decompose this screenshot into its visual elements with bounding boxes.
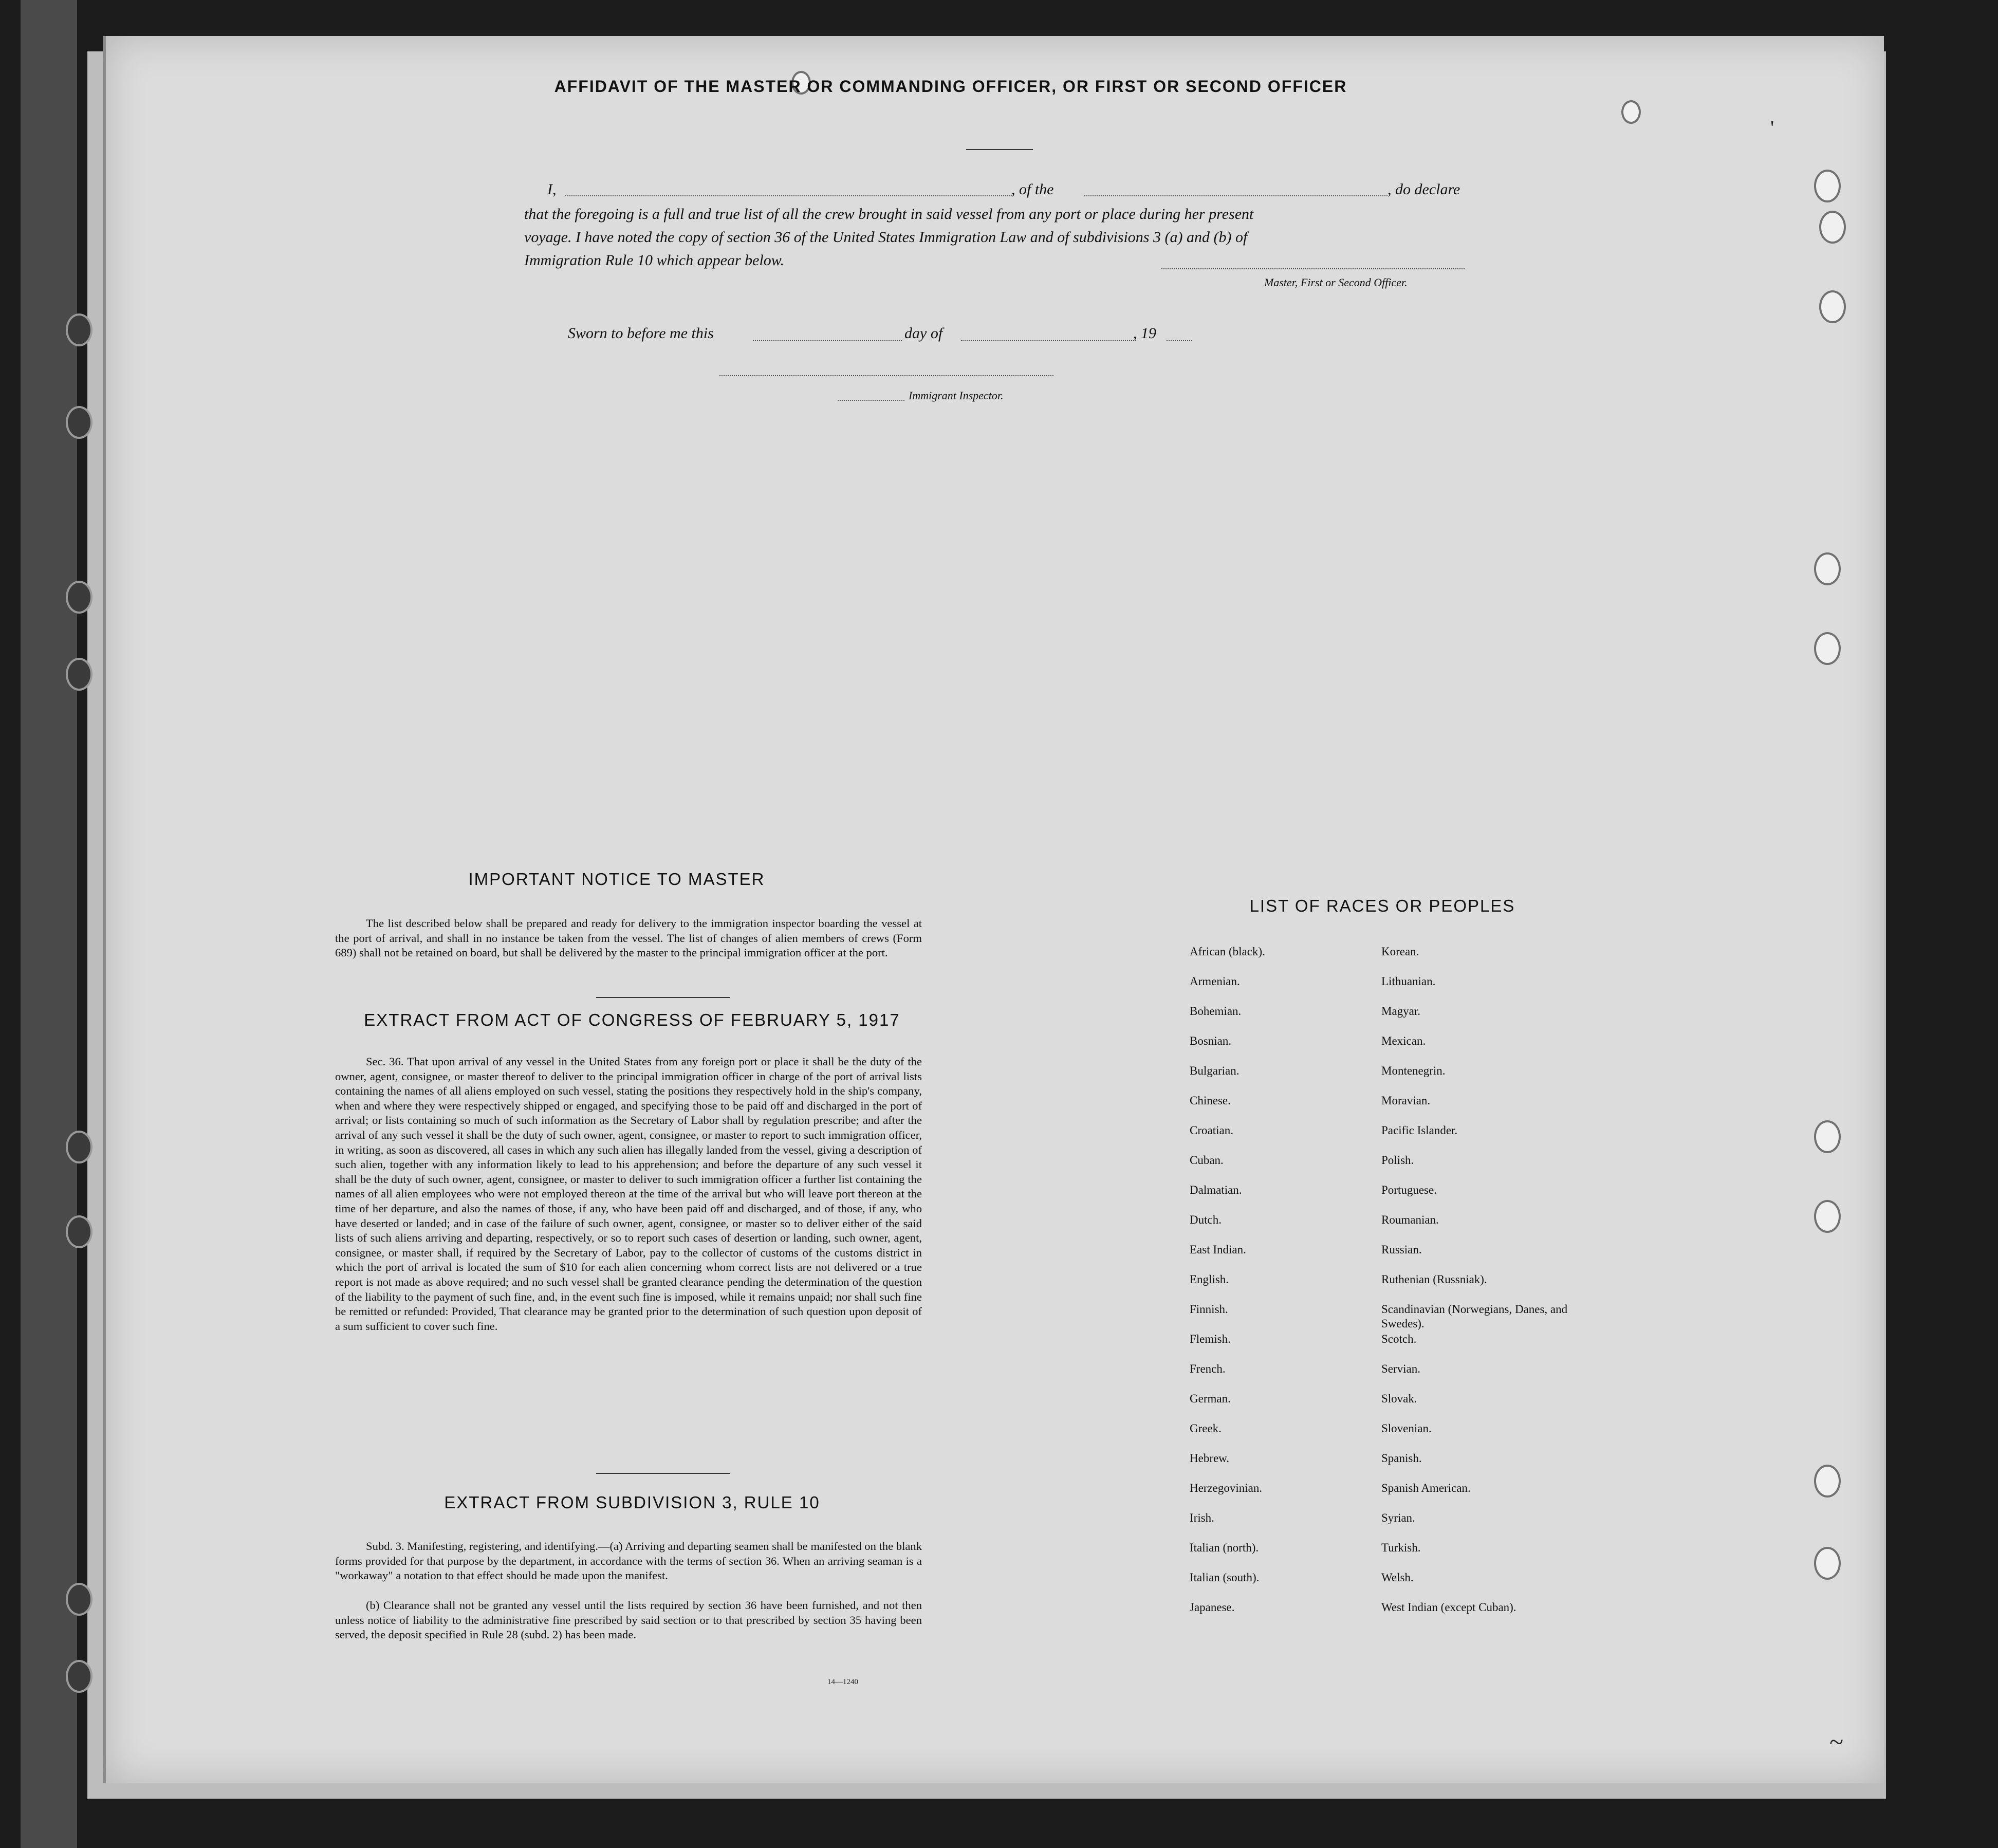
race-item: Roumanian.	[1381, 1213, 1439, 1226]
race-item: Welsh.	[1381, 1571, 1414, 1584]
binder-hole	[66, 1583, 92, 1616]
section-rule	[596, 1473, 730, 1474]
affidavit-declare: , do declare	[1387, 181, 1460, 198]
race-item: Turkish.	[1381, 1541, 1421, 1554]
race-item: Armenian.	[1190, 975, 1240, 988]
race-item: Spanish American.	[1381, 1482, 1471, 1494]
race-item: Bosnian.	[1190, 1034, 1232, 1047]
affidavit-title: AFFIDAVIT OF THE MASTER OR COMMANDING OFFICER, OR FIRST OR SECOND OFFICER	[554, 77, 1347, 96]
race-item: African (black).	[1190, 945, 1265, 958]
race-item: Flemish.	[1190, 1333, 1231, 1345]
race-item: Portuguese.	[1381, 1184, 1437, 1196]
race-item: Bulgarian.	[1190, 1064, 1239, 1077]
binder-edge	[21, 0, 77, 1848]
name-field[interactable]	[565, 195, 1012, 196]
race-item: Finnish.	[1190, 1303, 1228, 1316]
race-item: Polish.	[1381, 1154, 1414, 1167]
race-item: Dalmatian.	[1190, 1184, 1242, 1196]
sworn-month-field[interactable]	[961, 340, 1136, 341]
race-item: Scandinavian (Norwegians, Danes, and Swedes).	[1381, 1303, 1568, 1330]
punch-hole	[1814, 1547, 1841, 1580]
race-item: Croatian.	[1190, 1124, 1233, 1137]
race-item: West Indian (except Cuban).	[1381, 1601, 1516, 1614]
notice-title: IMPORTANT NOTICE TO MASTER	[468, 870, 765, 889]
race-item: Irish.	[1190, 1511, 1214, 1524]
race-item: Pacific Islander.	[1381, 1124, 1458, 1137]
race-item: Chinese.	[1190, 1094, 1231, 1107]
punch-hole	[1814, 1465, 1841, 1498]
race-item: French.	[1190, 1362, 1226, 1375]
race-item: Hebrew.	[1190, 1452, 1230, 1465]
title-rule	[966, 149, 1033, 150]
race-item: Dutch.	[1190, 1213, 1222, 1226]
race-item: Ruthenian (Russniak).	[1381, 1273, 1487, 1286]
vessel-field[interactable]	[1084, 195, 1387, 196]
race-item: Italian (south).	[1190, 1571, 1260, 1584]
race-item: Japanese.	[1190, 1601, 1235, 1614]
race-item: Cuban.	[1190, 1154, 1224, 1167]
race-item: Bohemian.	[1190, 1005, 1242, 1018]
race-item: Moravian.	[1381, 1094, 1431, 1107]
race-item: Scotch.	[1381, 1333, 1417, 1345]
act-title: EXTRACT FROM ACT OF CONGRESS OF FEBRUARY 5, 1917	[364, 1010, 900, 1029]
race-item: Mexican.	[1381, 1034, 1426, 1047]
punch-hole	[1621, 100, 1641, 124]
race-item: Italian (north).	[1190, 1541, 1259, 1554]
races-column-1	[1190, 945, 1405, 1630]
affidavit-line4: Immigration Rule 10 which appear below.	[524, 252, 785, 269]
punch-hole	[1819, 290, 1846, 323]
rule-title: EXTRACT FROM SUBDIVISION 3, RULE 10	[444, 1493, 820, 1512]
race-item: Spanish.	[1381, 1452, 1422, 1465]
race-item: English.	[1190, 1273, 1229, 1286]
race-item: East Indian.	[1190, 1243, 1246, 1256]
act-body: Sec. 36. That upon arrival of any vessel in the United States from any foreign port or place it shall be the duty of the owner, agent, consignee, or master thereof to deliver to the principal immigration officer in charge of the port of arrival lists containing the names of all aliens employed on such vessel, stating the positions they respectively hold in the ship's company, when and where they were respectively shipped or engaged, and specifying those to be paid off and discharged in the port of arrival; or lists containing so much of such information as the Secretary of Labor shall by regulation prescribe; and after the arrival of any such vessel it shall be the duty of such owner, agent, consignee, or master to report to such immigration officer, in writing, as soon as discovered, all cases in which any such alien has illegally landed from the vessel, giving a description of such alien, together with any information likely to lead to his apprehension; and before the departure of any such vessel it shall be the duty of such owner, agent, consignee, or master to deliver to such immigration officer a further list containing the names of all alien employees who were not employed thereon at the time of the arrival but who will leave port thereon at the time of her departure, and also the names of those, if any, who have been paid off and discharged, and of those, if any, who have deserted or landed; and in case of the failure of such owner, agent, consignee, or master so to deliver either of the said lists of such aliens arriving and departing, respectively, or so to report such cases of desertion or landing, such owner, agent, consignee, or master shall, if required by the Secretary of Labor, pay to the collector of customs of the customs district in which the port of arrival is located the sum of $10 for each alien concerning whom correct lists are not delivered or a true report is not made as above required; and no such vessel shall be granted clearance pending the determination of the question of the liability to the payment of such fine, and, in the event such fine is imposed, while it remains unpaid; nor shall such fine be remitted or refunded: Provided, That clearance may be granted prior to the determination of such question upon deposit of a sum sufficient to cover such fine.	[335, 1055, 922, 1333]
race-item: Magyar.	[1381, 1005, 1421, 1018]
race-item: Greek.	[1190, 1422, 1222, 1435]
binder-hole	[66, 581, 92, 614]
binder-hole	[66, 1660, 92, 1693]
inspector-leader	[838, 400, 904, 401]
binder-hole	[66, 1215, 92, 1248]
punch-hole	[1814, 1120, 1841, 1153]
section-rule	[596, 997, 730, 998]
punch-hole	[1814, 632, 1841, 665]
pen-mark: '	[1770, 116, 1774, 139]
race-item: Lithuanian.	[1381, 975, 1436, 988]
race-item: Syrian.	[1381, 1511, 1415, 1524]
race-item: Montenegrin.	[1381, 1064, 1446, 1077]
document-page	[103, 36, 1884, 1783]
race-item: Servian.	[1381, 1362, 1421, 1375]
race-item: German.	[1190, 1392, 1231, 1405]
inspector-signature-field[interactable]	[719, 375, 1053, 376]
sworn-year: , 19	[1133, 325, 1156, 342]
signature-field[interactable]	[1161, 268, 1465, 269]
form-number: 14—1240	[827, 1678, 858, 1686]
race-item: Herzegovinian.	[1190, 1482, 1263, 1494]
punch-hole	[1814, 1200, 1841, 1233]
affidavit-i: I,	[547, 181, 557, 198]
inspector-caption: Immigrant Inspector.	[909, 389, 1004, 402]
pen-mark: ~	[1829, 1727, 1844, 1756]
affidavit-line3: voyage. I have noted the copy of section 36 of the United States Immigration Law and of subdivisions 3 (a) and (b) of	[524, 229, 1248, 246]
punch-hole	[1814, 552, 1841, 585]
race-item: Russian.	[1381, 1243, 1422, 1256]
affidavit-of-the: , of the	[1011, 181, 1054, 198]
binder-hole	[66, 1131, 92, 1163]
punch-hole	[1814, 170, 1841, 202]
rule-para-a: Subd. 3. Manifesting, registering, and identifying.—(a) Arriving and departing seamen shall be manifested on the blank forms provided for that purpose by the department, in accordance with the terms of section 36. When an arriving seaman is a "workaway" a notation to that effect should be made upon the manifest.	[335, 1540, 922, 1582]
notice-body: The list described below shall be prepared and ready for delivery to the immigration inspector boarding the vessel at the port of arrival, and shall in no instance be taken from the vessel. The list of changes of alien members of crews (Form 689) shall not be retained on board, but shall be delivered by the master to the principal immigration officer at the port.	[335, 917, 922, 959]
sworn-year-field[interactable]	[1167, 340, 1192, 341]
race-item: Slovak.	[1381, 1392, 1417, 1405]
races-title: LIST OF RACES OR PEOPLES	[1249, 896, 1515, 915]
sworn-day-field[interactable]	[753, 340, 902, 341]
races-column-2	[1381, 945, 1597, 1630]
binder-hole	[66, 658, 92, 691]
punch-hole	[1819, 211, 1846, 244]
signature-caption: Master, First or Second Officer.	[1264, 276, 1408, 289]
race-item: Slovenian.	[1381, 1422, 1432, 1435]
binder-hole	[66, 406, 92, 439]
affidavit-line2: that the foregoing is a full and true list of all the crew brought in said vessel from any port or place during her present	[524, 206, 1254, 223]
race-item: Korean.	[1381, 945, 1419, 958]
rule-para-b: (b) Clearance shall not be granted any vessel until the lists required by section 36 have been furnished, and not then unless notice of liability to the administrative fine prescribed by said section or to that prescribed by section 35 having been served, the deposit specified in Rule 28 (subd. 2) has been made.	[335, 1599, 922, 1641]
sworn-prefix: Sworn to before me this	[568, 325, 714, 342]
sworn-day-of: day of	[904, 325, 943, 342]
binder-hole	[66, 313, 92, 346]
